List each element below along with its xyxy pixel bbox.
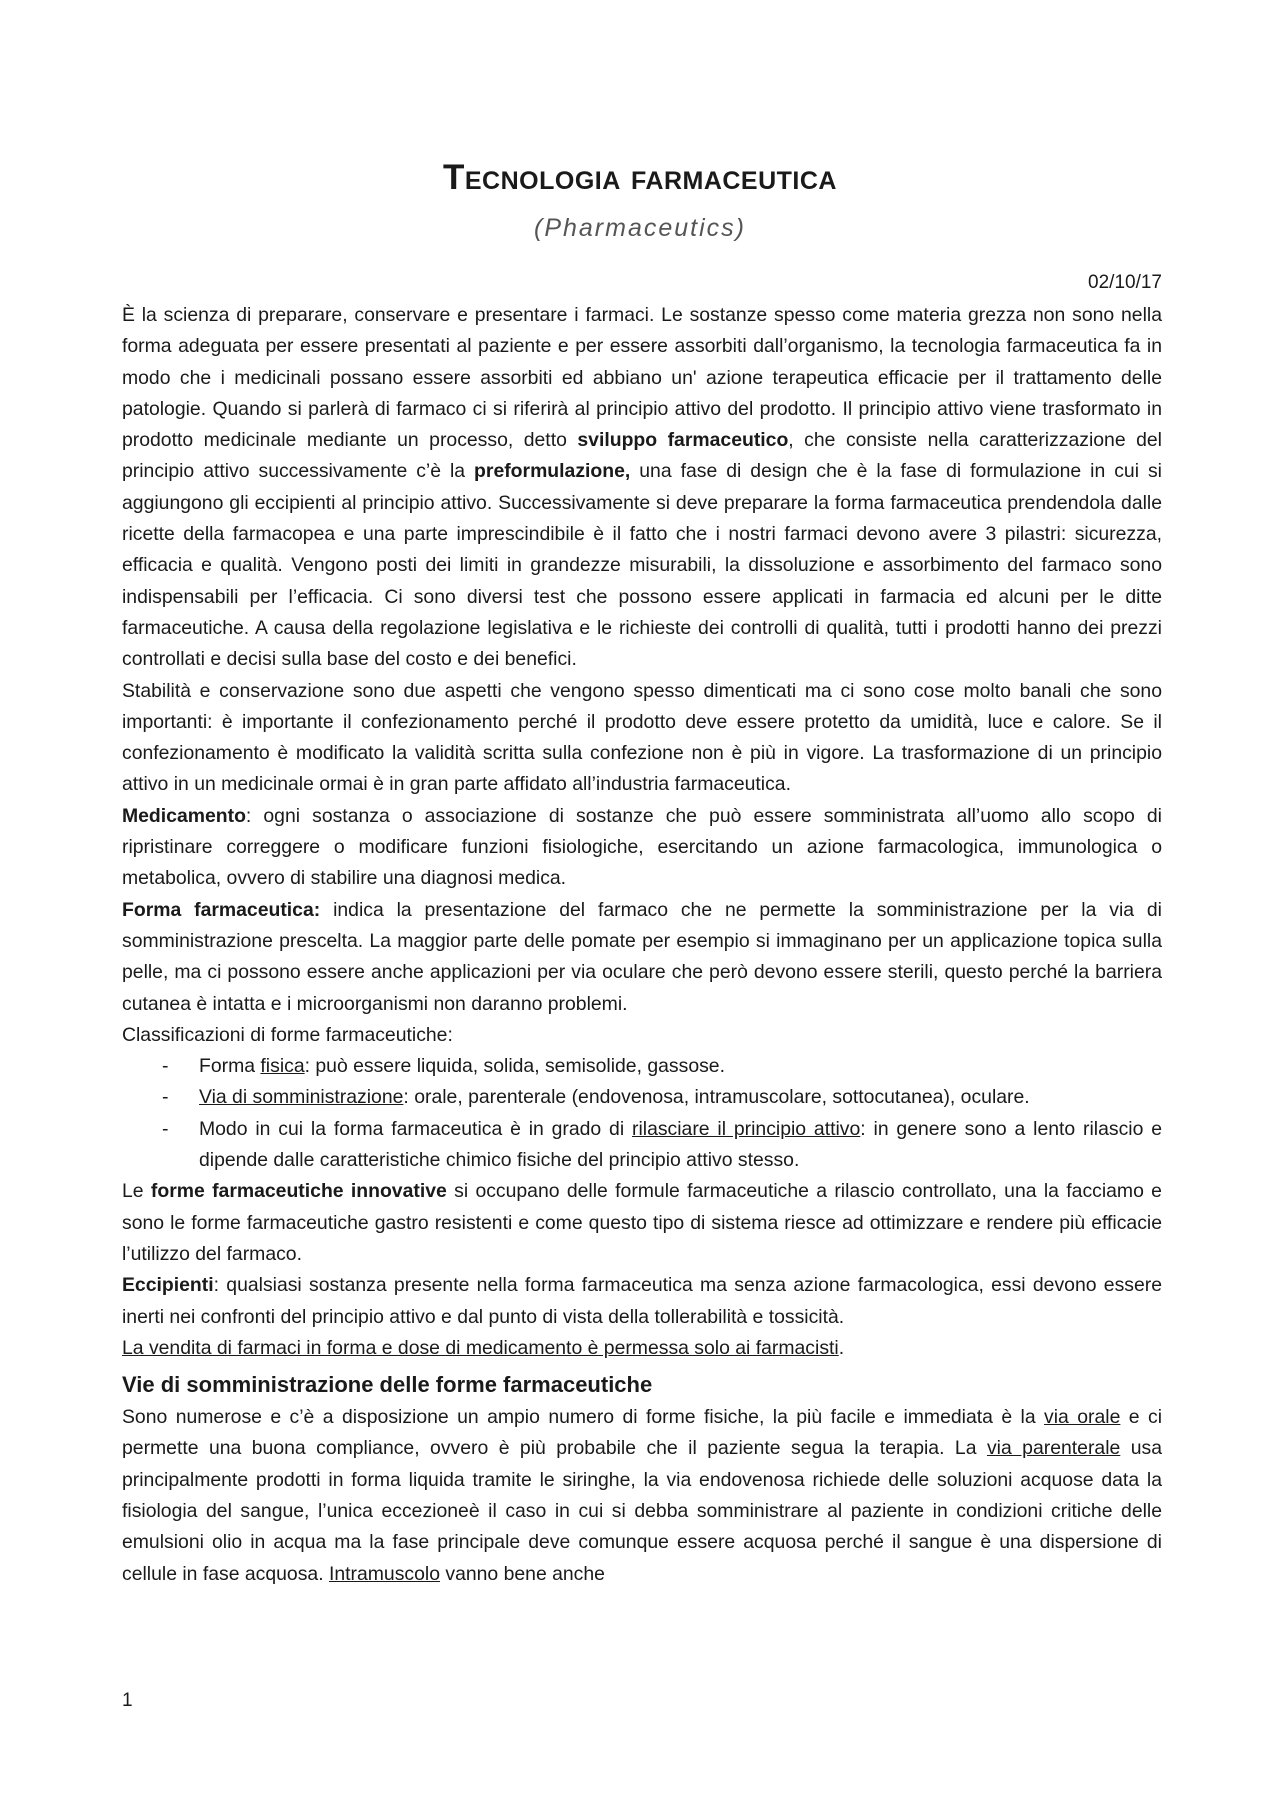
term-medicamento: Medicamento (122, 804, 246, 827)
term-preformulazione: preformulazione, (474, 460, 631, 483)
bullet-dash: - (162, 1086, 169, 1109)
page-subtitle: (Pharmaceutics) (534, 214, 746, 242)
term-forme-innovative: forme farmaceutiche innovative (150, 1180, 447, 1203)
list-item: - Forma fisica: può essere liquida, solida, semisolide, gassose. (122, 1051, 1162, 1082)
paragraph-forme-innovative: Le forme farmaceutiche innovative si occupano delle formule farmaceutiche a rilascio controllato, una la facciamo e sono le forme farmaceutiche gastro resistenti e come questo tipo di sistema riesce ad ottimizzare e rendere più efficacie l’utilizzo del farmaco. (122, 1180, 1162, 1265)
paragraph-intro: È la scienza di preparare, conservare e presentare i farmaci. Le sostanze spesso come materia grezza non sono nella forma adeguata per essere presentati al paziente e per essere assorbiti dall’organismo, la tecnologia farmaceutica fa in modo che i medicinali possano essere assorbiti ed abbiano un' azione terapeutica efficacie per il trattamento delle patologie. Quando si parlerà di farmaco ci si riferirà al principio attivo del prodotto. Il principio attivo viene trasformato in prodotto medicinale mediante un processo, detto sviluppo farmaceutico, che consiste nella caratterizzazione del principio attivo successivamente c’è la preformulazione, una fase di design che è la fase di formulazione in cui si aggiungono gli eccipienti al principio attivo. Successivamente si deve preparare la forma farmaceutica prendendola dalle ricette della farmacopea e una parte imprescindibile è il fatto che i nostri farmaci devono avere 3 pilastri: sicurezza, efficacia e qualità. Vengono posti dei limiti in grandezze misurabili, la dissoluzione e assorbimento del farmaco sono indispensabili per l’efficacia. Ci sono diversi test che possono essere applicati in farmacia ed alcuni per le ditte farmaceutiche. A causa della regolazione legislativa e le richieste dei controlli di qualità, tutti i prodotti hanno dei prezzi controllati e decisi sulla base del costo e dei benefici. (122, 304, 1162, 671)
term-eccipienti: Eccipienti (122, 1274, 214, 1297)
paragraph-medicamento: Medicamento: ogni sostanza o associazione di sostanze che può essere somministrata all’uomo allo scopo di ripristinare correggere o modificare funzioni fisiologiche, esercitando un azione farmacologica, immunologica o metabolica, ovvero di stabilire una diagnosi medica. (122, 804, 1162, 890)
paragraph-vendita: La vendita di farmaci in forma e dose di medicamento è permessa solo ai farmacisti. (122, 1336, 845, 1359)
term-forma-farmaceutica: Forma farmaceutica: (122, 898, 321, 921)
paragraph-classificazioni: Classificazioni di forme farmaceutiche: (122, 1023, 453, 1046)
paragraph-forma-farmaceutica: Forma farmaceutica: indica la presentazione del farmaco che ne permette la somministrazione per la via di somministrazione prescelta. La maggior parte delle pomate per esempio si immaginano per un applicazione topica sulla pelle, ma ci possono essere anche applicazioni per via oculare che però devono essere sterili, questo perché la barriera cutanea è intatta e i microorganismi non daranno problemi. (122, 898, 1162, 1015)
list-item: - Modo in cui la forma farmaceutica è in grado di rilasciare il principio attivo: in genere sono a lento rilascio e dipende dalle caratteristiche chimico fisiche del principio attivo stesso. (122, 1114, 1162, 1177)
date: 02/10/17 (1088, 272, 1162, 293)
paragraph-eccipienti: Eccipienti: qualsiasi sostanza presente nella forma farmaceutica ma senza azione farmacologica, essi devono essere inerti nei confronti del principio attivo e dal punto di vista della tollerabilità e tossicità. (122, 1274, 1162, 1328)
section-heading: Vie di somministrazione delle forme farmaceutiche (122, 1372, 653, 1398)
paragraph-stabilita: Stabilità e conservazione sono due aspetti che vengono spesso dimenticati ma ci sono cose molto banali che sono importanti: è importante il confezionamento perché il prodotto deve essere protetto da umidità, luce e calore. Se il confezionamento è modificato la validità scritta sulla confezione non è più in vigore. La trasformazione di un principio attivo in un medicinale ormai è in gran parte affidato all’industria farmaceutica. (122, 679, 1162, 796)
document-body (122, 300, 1162, 1590)
page-title: Tecnologia farmaceutica (443, 158, 837, 197)
classification-list (122, 1051, 1162, 1176)
bullet-dash: - (162, 1055, 169, 1078)
bullet-dash: - (162, 1117, 169, 1140)
term-sviluppo-farmaceutico: sviluppo farmaceutico (577, 429, 789, 452)
page-number: 1 (122, 1690, 133, 1711)
list-item: - Via di somministrazione: orale, parenterale (endovenosa, intramuscolare, sottocutanea), oculare. (122, 1082, 1162, 1113)
paragraph-vie-somministrazione: Sono numerose e c’è a disposizione un ampio numero di forme fisiche, la più facile e immediata è la via orale e ci permette una buona compliance, ovvero è più probabile che il paziente segua la terapia. La via parenterale usa principalmente prodotti in forma liquida tramite le siringhe, la via endovenosa richiede delle soluzioni acquose data la fisiologia del sangue, l’unica eccezioneè il caso in cui si debba somministrare al paziente in condizioni critiche delle emulsioni olio in acqua ma la fase principale deve comunque essere acquosa perché il sangue è una dispersione di cellule in fase acquosa. Intramuscolo vanno bene anche (122, 1406, 1163, 1585)
